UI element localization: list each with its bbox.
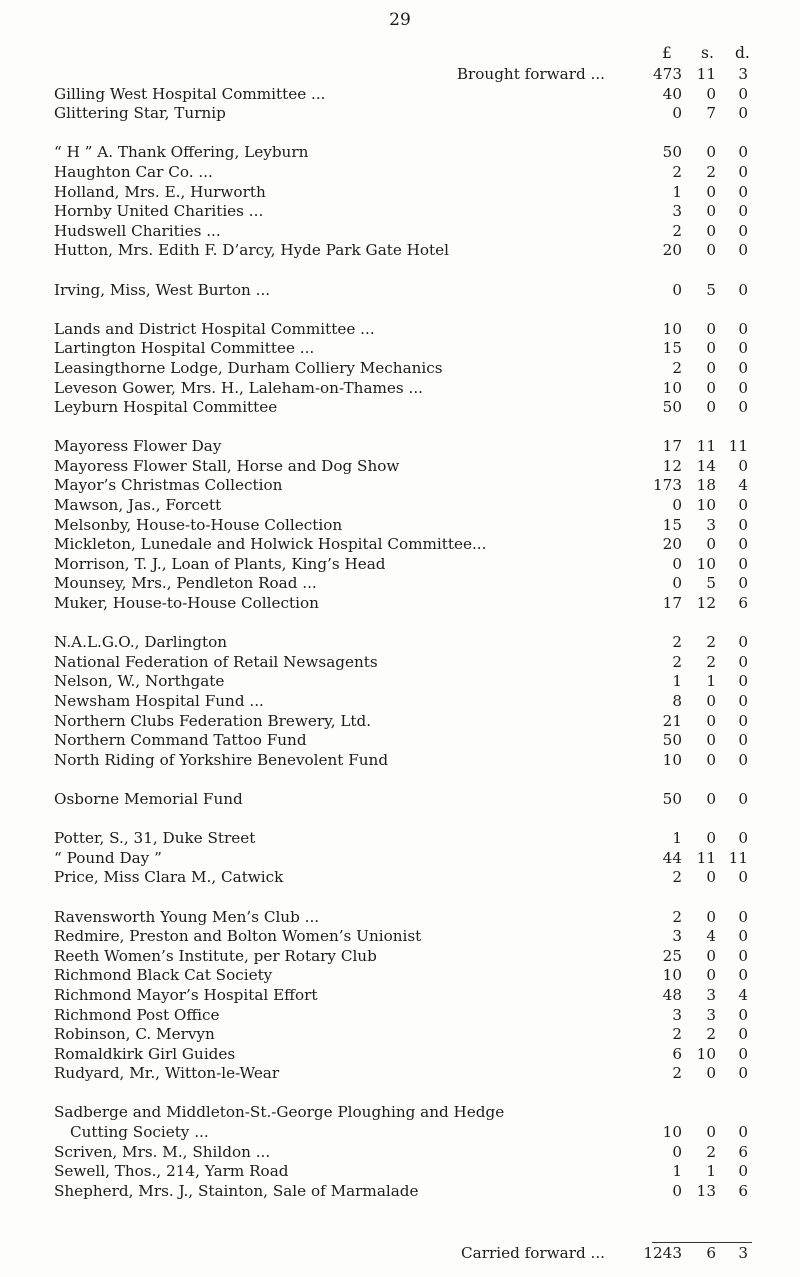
ledger-row xyxy=(0,281,800,301)
entry-pence: 0 xyxy=(738,692,748,710)
entry-pence: 0 xyxy=(738,574,748,593)
entry-name: Richmond Post Office xyxy=(54,1005,220,1024)
entry-name: Glittering Star, Turnip xyxy=(54,104,226,123)
entry-pounds: 0 xyxy=(672,1181,682,1200)
entry-name: Irving, Miss, West Burton ... xyxy=(54,280,271,299)
entry-shillings: 0 xyxy=(706,1064,716,1083)
ledger-row xyxy=(0,379,800,399)
entry-pounds: 2 xyxy=(672,1064,682,1083)
entry-pounds: 1 xyxy=(672,182,682,201)
entry-shillings: 11 xyxy=(696,848,716,867)
entry-pounds: 8 xyxy=(672,692,682,710)
entry-shillings: 0 xyxy=(706,829,716,848)
page-number: 29 xyxy=(389,10,411,30)
entry-pounds: 3 xyxy=(672,202,682,221)
entry-pence: 6 xyxy=(738,1142,748,1161)
ledger-row xyxy=(0,790,800,810)
entry-pence: 4 xyxy=(738,476,748,495)
entry-pence: 0 xyxy=(738,907,748,926)
entry-pence: 6 xyxy=(738,594,748,613)
entry-shillings: 18 xyxy=(696,476,716,495)
entry-pence: 0 xyxy=(738,711,748,730)
carried-forward-pounds: 1243 xyxy=(643,1244,682,1262)
ledger-row xyxy=(0,1182,800,1202)
brought-forward-shillings: 11 xyxy=(696,65,716,83)
entry-shillings: 0 xyxy=(706,966,716,985)
ledger-row xyxy=(0,574,800,594)
entry-pounds: 2 xyxy=(672,162,682,181)
entry-shillings: 0 xyxy=(706,868,716,887)
entry-pounds: 2 xyxy=(672,907,682,926)
entry-name: Price, Miss Clara M., Catwick xyxy=(54,868,284,887)
entry-shillings: 0 xyxy=(706,378,716,397)
entry-pence: 0 xyxy=(738,182,748,201)
entry-pounds: 2 xyxy=(672,221,682,240)
entry-shillings: 10 xyxy=(696,496,716,515)
entry-shillings: 7 xyxy=(706,104,716,123)
entry-shillings: 0 xyxy=(706,241,716,260)
entry-shillings: 0 xyxy=(706,319,716,338)
entry-pence: 0 xyxy=(738,554,748,573)
entry-pence: 0 xyxy=(738,319,748,338)
entry-pounds: 12 xyxy=(662,456,682,475)
ledger-row xyxy=(0,986,800,1006)
entry-pounds: 40 xyxy=(662,84,682,103)
entry-shillings: 3 xyxy=(706,985,716,1004)
entry-pounds: 0 xyxy=(672,1142,682,1161)
entry-name: Hornby United Charities ... xyxy=(54,202,264,221)
ledger-row xyxy=(0,849,800,869)
ledger-row xyxy=(0,143,800,163)
ledger-row xyxy=(0,85,800,105)
entry-pounds: 20 xyxy=(662,241,682,260)
entry-shillings: 0 xyxy=(706,202,716,221)
entry-shillings: 0 xyxy=(706,339,716,358)
entry-pence: 0 xyxy=(738,927,748,946)
entry-name: Sadberge and Middleton-St.-George Ploughing and Hedge xyxy=(54,1103,505,1122)
entry-pence: 0 xyxy=(738,456,748,475)
entry-name: Muker, House-to-House Collection xyxy=(54,594,319,613)
entry-name: Melsonby, House-to-House Collection xyxy=(54,515,343,534)
ledger-row xyxy=(0,908,800,928)
entry-pence: 0 xyxy=(738,672,748,691)
ledger-row xyxy=(0,457,800,477)
entry-pence: 0 xyxy=(738,966,748,985)
entry-pounds: 0 xyxy=(672,104,682,123)
entry-name: Holland, Mrs. E., Hurworth xyxy=(54,182,266,201)
entry-pence: 0 xyxy=(738,1005,748,1024)
entry-pence: 0 xyxy=(738,1123,748,1142)
entry-name: Rudyard, Mr., Witton-le-Wear xyxy=(54,1064,280,1083)
entry-pence: 0 xyxy=(738,280,748,299)
entry-name: Robinson, C. Mervyn xyxy=(54,1025,215,1044)
entry-pounds: 15 xyxy=(662,515,682,534)
entry-name: National Federation of Retail Newsagents xyxy=(54,652,378,671)
entry-shillings: 2 xyxy=(706,633,716,652)
brought-forward-row xyxy=(0,65,800,85)
entry-pounds: 3 xyxy=(672,927,682,946)
ledger-row xyxy=(0,320,800,340)
ledger-row xyxy=(0,555,800,575)
entry-name: Cutting Society ... xyxy=(70,1123,209,1142)
entry-pounds: 1 xyxy=(672,1162,682,1181)
entry-shillings: 0 xyxy=(706,221,716,240)
entry-pounds: 0 xyxy=(672,496,682,515)
entry-name: Mounsey, Mrs., Pendleton Road ... xyxy=(54,574,317,593)
entry-pence: 0 xyxy=(738,868,748,887)
ledger-row xyxy=(0,163,800,183)
entry-pounds: 2 xyxy=(672,1025,682,1044)
entry-shillings: 14 xyxy=(696,456,716,475)
entry-shillings: 1 xyxy=(706,672,716,691)
entry-name: Osborne Memorial Fund xyxy=(54,789,243,808)
entry-name: Scriven, Mrs. M., Shildon ... xyxy=(54,1142,271,1161)
entry-pounds: 50 xyxy=(662,731,682,750)
entry-shillings: 4 xyxy=(706,927,716,946)
ledger-row xyxy=(0,476,800,496)
entry-pounds: 50 xyxy=(662,398,682,417)
entry-name: North Riding of Yorkshire Benevolent Fund xyxy=(54,750,389,769)
ledger-row xyxy=(0,1143,800,1163)
ledger-row xyxy=(0,1064,800,1084)
entry-name: Richmond Mayor’s Hospital Effort xyxy=(54,985,318,1004)
entry-shillings: 10 xyxy=(696,1044,716,1063)
ledger-row xyxy=(0,672,800,692)
entry-pounds: 0 xyxy=(672,574,682,593)
entry-shillings: 2 xyxy=(706,1142,716,1161)
entry-name: Mawson, Jas., Forcett xyxy=(54,496,222,515)
entry-pence: 0 xyxy=(738,104,748,123)
entry-name: Haughton Car Co. ... xyxy=(54,162,213,181)
ledger-row xyxy=(0,731,800,751)
entry-name: Leyburn Hospital Committee xyxy=(54,398,278,417)
ledger-row xyxy=(0,868,800,888)
ledger-row xyxy=(0,222,800,242)
entry-pounds: 3 xyxy=(672,1005,682,1024)
entry-pounds: 10 xyxy=(662,319,682,338)
entry-pounds: 48 xyxy=(662,985,682,1004)
entry-pence: 0 xyxy=(738,829,748,848)
brought-forward-label: Brought forward ... xyxy=(456,65,605,83)
entry-pence: 0 xyxy=(738,652,748,671)
pence-column-header: d. xyxy=(735,44,750,62)
ledger-row xyxy=(0,947,800,967)
entry-shillings: 13 xyxy=(696,1181,716,1200)
carried-forward-row xyxy=(0,1244,800,1264)
entry-pounds: 17 xyxy=(662,437,682,456)
entry-name: Morrison, T. J., Loan of Plants, King’s Head xyxy=(54,554,386,573)
entry-name: Mayor’s Christmas Collection xyxy=(54,476,283,495)
entry-pence: 0 xyxy=(738,358,748,377)
ledger-row xyxy=(0,1025,800,1045)
entry-pounds: 50 xyxy=(662,143,682,162)
entry-name: Hudswell Charities ... xyxy=(54,221,221,240)
entry-pence: 11 xyxy=(728,848,748,867)
ledger-row xyxy=(0,1162,800,1182)
entry-name: Northern Clubs Federation Brewery, Ltd. xyxy=(54,711,372,730)
entry-pounds: 17 xyxy=(662,594,682,613)
entry-pence: 0 xyxy=(738,1025,748,1044)
entry-pence: 0 xyxy=(738,339,748,358)
ledger-row xyxy=(0,633,800,653)
entry-pounds: 1 xyxy=(672,672,682,691)
ledger-row xyxy=(0,496,800,516)
entry-shillings: 10 xyxy=(696,554,716,573)
ledger-row xyxy=(0,712,800,732)
entry-pence: 6 xyxy=(738,1181,748,1200)
entry-pounds: 10 xyxy=(662,750,682,769)
entry-pence: 0 xyxy=(738,221,748,240)
ledger-row xyxy=(0,516,800,536)
ledger-row xyxy=(0,653,800,673)
entry-pence: 0 xyxy=(738,750,748,769)
entry-pounds: 6 xyxy=(672,1044,682,1063)
brought-forward-pounds: 473 xyxy=(653,65,682,83)
entry-name: Sewell, Thos., 214, Yarm Road xyxy=(54,1162,289,1181)
ledger-row xyxy=(0,339,800,359)
entry-pence: 11 xyxy=(728,437,748,456)
entry-name: Mayoress Flower Stall, Horse and Dog Show xyxy=(54,456,400,475)
entry-name: “ H ” A. Thank Offering, Leyburn xyxy=(54,143,309,162)
entry-pounds: 10 xyxy=(662,378,682,397)
ledger-row xyxy=(0,359,800,379)
entry-shillings: 0 xyxy=(706,358,716,377)
brought-forward-pence: 3 xyxy=(738,65,748,83)
entry-name: N.A.L.G.O., Darlington xyxy=(54,633,228,652)
entry-name: Ravensworth Young Men’s Club ... xyxy=(54,907,320,926)
entry-name: Mayoress Flower Day xyxy=(54,437,222,456)
entry-shillings: 0 xyxy=(706,907,716,926)
entry-pence: 0 xyxy=(738,946,748,965)
ledger-row xyxy=(0,183,800,203)
entry-name: Mickleton, Lunedale and Holwick Hospital Committee... xyxy=(54,535,487,554)
entry-name: Gilling West Hospital Committee ... xyxy=(54,84,326,103)
entry-pence: 0 xyxy=(738,633,748,652)
entry-pounds: 2 xyxy=(672,633,682,652)
entry-pence: 0 xyxy=(738,789,748,808)
entry-pence: 0 xyxy=(738,162,748,181)
entry-pounds: 2 xyxy=(672,868,682,887)
entry-pounds: 21 xyxy=(662,711,682,730)
entry-name: Newsham Hospital Fund ... xyxy=(54,692,264,710)
entry-name: Redmire, Preston and Bolton Women’s Unionist xyxy=(54,927,422,946)
entry-shillings: 0 xyxy=(706,789,716,808)
entry-shillings: 0 xyxy=(706,750,716,769)
entry-shillings: 1 xyxy=(706,1162,716,1181)
entry-pounds: 0 xyxy=(672,554,682,573)
ledger-row xyxy=(0,829,800,849)
entry-shillings: 0 xyxy=(706,711,716,730)
entry-pounds: 44 xyxy=(662,848,682,867)
entry-shillings: 5 xyxy=(706,280,716,299)
entry-pence: 0 xyxy=(738,515,748,534)
ledger-row xyxy=(0,202,800,222)
entry-shillings: 3 xyxy=(706,1005,716,1024)
ledger-row xyxy=(0,927,800,947)
ledger-entries xyxy=(0,65,800,1201)
entry-name: Romaldkirk Girl Guides xyxy=(54,1044,236,1063)
entry-pounds: 10 xyxy=(662,966,682,985)
entry-shillings: 0 xyxy=(706,946,716,965)
entry-pounds: 25 xyxy=(662,946,682,965)
entry-name: Lands and District Hospital Committee ... xyxy=(54,319,375,338)
ledger-row xyxy=(0,594,800,614)
entry-pence: 4 xyxy=(738,985,748,1004)
entry-name: Leasingthorne Lodge, Durham Colliery Mechanics xyxy=(54,358,443,377)
entry-pence: 0 xyxy=(738,241,748,260)
entry-pence: 0 xyxy=(738,84,748,103)
entry-pence: 0 xyxy=(738,143,748,162)
entry-pounds: 173 xyxy=(653,476,682,495)
entry-name: Leveson Gower, Mrs. H., Laleham-on-Thames ... xyxy=(54,378,424,397)
entry-name: Shepherd, Mrs. J., Stainton, Sale of Marmalade xyxy=(54,1181,419,1200)
ledger-row xyxy=(0,104,800,124)
entry-shillings: 0 xyxy=(706,84,716,103)
entry-shillings: 0 xyxy=(706,182,716,201)
entry-pence: 0 xyxy=(738,535,748,554)
entry-pounds: 20 xyxy=(662,535,682,554)
entry-name: Nelson, W., Northgate xyxy=(54,672,225,691)
ledger-row xyxy=(0,1103,800,1123)
carried-forward-label: Carried forward ... xyxy=(461,1244,605,1262)
entry-pounds: 1 xyxy=(672,829,682,848)
entry-shillings: 12 xyxy=(696,594,716,613)
entry-name: Lartington Hospital Committee ... xyxy=(54,339,315,358)
carried-forward-pence: 3 xyxy=(738,1244,748,1262)
ledger-row xyxy=(0,1006,800,1026)
column-headers xyxy=(0,44,800,64)
ledger-row xyxy=(0,966,800,986)
carried-forward-shillings: 6 xyxy=(706,1244,716,1262)
entry-name: Northern Command Tattoo Fund xyxy=(54,731,307,750)
ledger-row xyxy=(0,751,800,771)
entry-pence: 0 xyxy=(738,202,748,221)
entry-pence: 0 xyxy=(738,496,748,515)
entry-shillings: 2 xyxy=(706,1025,716,1044)
total-rule xyxy=(652,1242,752,1243)
ledger-row xyxy=(0,241,800,261)
entry-shillings: 2 xyxy=(706,652,716,671)
ledger-row xyxy=(0,1123,800,1143)
entry-shillings: 0 xyxy=(706,535,716,554)
entry-shillings: 0 xyxy=(706,398,716,417)
entry-pence: 0 xyxy=(738,398,748,417)
entry-pence: 0 xyxy=(738,1162,748,1181)
entry-name: Hutton, Mrs. Edith F. D’arcy, Hyde Park Gate Hotel xyxy=(54,241,450,260)
ledger-row xyxy=(0,1045,800,1065)
entry-name: Richmond Black Cat Society xyxy=(54,966,273,985)
entry-shillings: 2 xyxy=(706,162,716,181)
entry-pence: 0 xyxy=(738,731,748,750)
entry-shillings: 3 xyxy=(706,515,716,534)
ledger-row xyxy=(0,398,800,418)
ledger-row xyxy=(0,692,800,712)
entry-shillings: 0 xyxy=(706,731,716,750)
entry-name: “ Pound Day ” xyxy=(54,848,162,867)
entry-pence: 0 xyxy=(738,378,748,397)
entry-pounds: 2 xyxy=(672,358,682,377)
entry-shillings: 11 xyxy=(696,437,716,456)
entry-pence: 0 xyxy=(738,1044,748,1063)
entry-shillings: 0 xyxy=(706,692,716,710)
entry-shillings: 5 xyxy=(706,574,716,593)
shillings-column-header: s. xyxy=(701,44,714,62)
entry-shillings: 0 xyxy=(706,143,716,162)
entry-name: Potter, S., 31, Duke Street xyxy=(54,829,256,848)
pounds-column-header: £ xyxy=(662,44,672,62)
entry-pounds: 0 xyxy=(672,280,682,299)
entry-shillings: 0 xyxy=(706,1123,716,1142)
entry-pence: 0 xyxy=(738,1064,748,1083)
entry-pounds: 10 xyxy=(662,1123,682,1142)
entry-pounds: 50 xyxy=(662,789,682,808)
entry-name: Reeth Women’s Institute, per Rotary Club xyxy=(54,946,377,965)
ledger-row xyxy=(0,437,800,457)
ledger-row xyxy=(0,535,800,555)
entry-pounds: 2 xyxy=(672,652,682,671)
entry-pounds: 15 xyxy=(662,339,682,358)
